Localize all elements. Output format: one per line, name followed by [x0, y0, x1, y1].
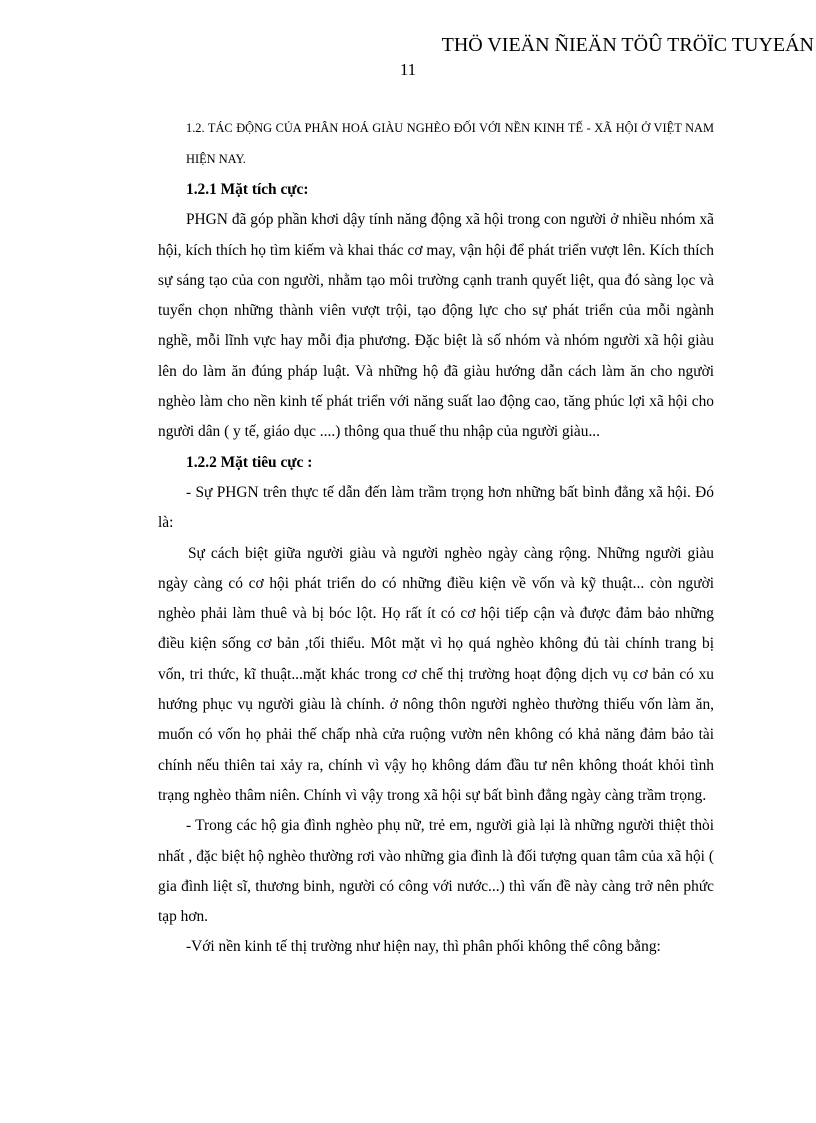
negative-paragraph-4: -Với nền kinh tế thị trường như hiện nay, thì phân phối không thể công bằng: — [186, 938, 661, 956]
document-body — [158, 113, 714, 963]
library-header-banner: THÖ VIEÄN ÑIEÄN TÖÛ TRÖÏC TUYEÁN — [441, 34, 814, 56]
positive-aspect-paragraph: PHGN đã góp phần khơi dậy tính năng động xã hội trong con người ở nhiều nhóm xã hội, kích thích họ tìm kiếm và khai thác cơ may, vận hội để phát triển vượt lên. Kích thích sự sáng tạo của con người, nhằm tạo môi trường cạnh tranh quyết liệt, qua đó sàng lọc và tuyển chọn những thành viên vượt trội, tạo động lực cho sự phát triển của mỗi ngành nghề, mỗi lĩnh vực hay mỗi địa phương. Đặc biệt là số nhóm và nhóm người xã hội giàu lên do làm ăn đúng pháp luật. Và những hộ đã giàu hướng dẫn cách làm ăn cho người nghèo làm cho nền kinh tế phát triển với năng suất lao động cao, tăng phúc lợi xã hội cho người dân ( y tế, giáo dục ....) thông qua thuế thu nhập của người giàu... — [158, 211, 714, 441]
negative-aspect-heading: 1.2.2 Mặt tiêu cực : — [186, 453, 313, 471]
section-title: 1.2. TÁC ĐỘNG CỦA PHÂN HOÁ GIÀU NGHÈO ĐỐI VỚI NỀN KINH TẾ - XÃ HỘI Ở VIỆT NAM HIỆN NAY. — [186, 121, 714, 166]
negative-paragraph-1: - Sự PHGN trên thực tế dẫn đến làm trầm trọng hơn những bất bình đẳng xã hội. Đó là: — [158, 483, 714, 532]
positive-aspect-heading: 1.2.1 Mặt tích cực: — [186, 181, 309, 198]
page-number: 11 — [399, 60, 417, 79]
negative-paragraph-3: - Trong các hộ gia đình nghèo phụ nữ, trẻ em, người già lại là những người thiệt thòi nhất , đặc biệt hộ nghèo thường rơi vào những gia đình là đối tượng quan tâm của xã hội ( gia đình liệt sĩ, thương binh, người có công với nước...) thì vấn đề này càng trở nên phức tạp hơn. — [158, 817, 714, 926]
negative-paragraph-2: Sự cách biệt giữa người giàu và người nghèo ngày càng rộng. Những người giàu ngày càng có cơ hội phát triển do có những điều kiện về vốn và kỹ thuật... còn người nghèo phải làm thuê và bị bóc lột. Họ rất ít có cơ hội tiếp cận và được đảm bảo những điều kiện sống cơ bản ,tối thiểu. Môt mặt vì họ quá nghèo không đủ tài chính trang bị vốn, tri thức, kĩ thuật...mặt khác trong cơ chế thị trường hoạt động dịch vụ cơ bản có xu hướng phục vụ người giàu là chính. ở nông thôn người nghèo thường thiếu vốn làm ăn, muốn có vốn họ phải thế chấp nhà cửa ruộng vườn nên không có khả năng đảm bảo tài chính nếu thiên tai xảy ra, chính vì vậy họ không dám đầu tư nên không thoát khỏi tình trạng nghèo thâm niên. Chính vì vậy trong xã hội sự bất bình đẳng ngày càng trầm trọng. — [158, 544, 714, 804]
